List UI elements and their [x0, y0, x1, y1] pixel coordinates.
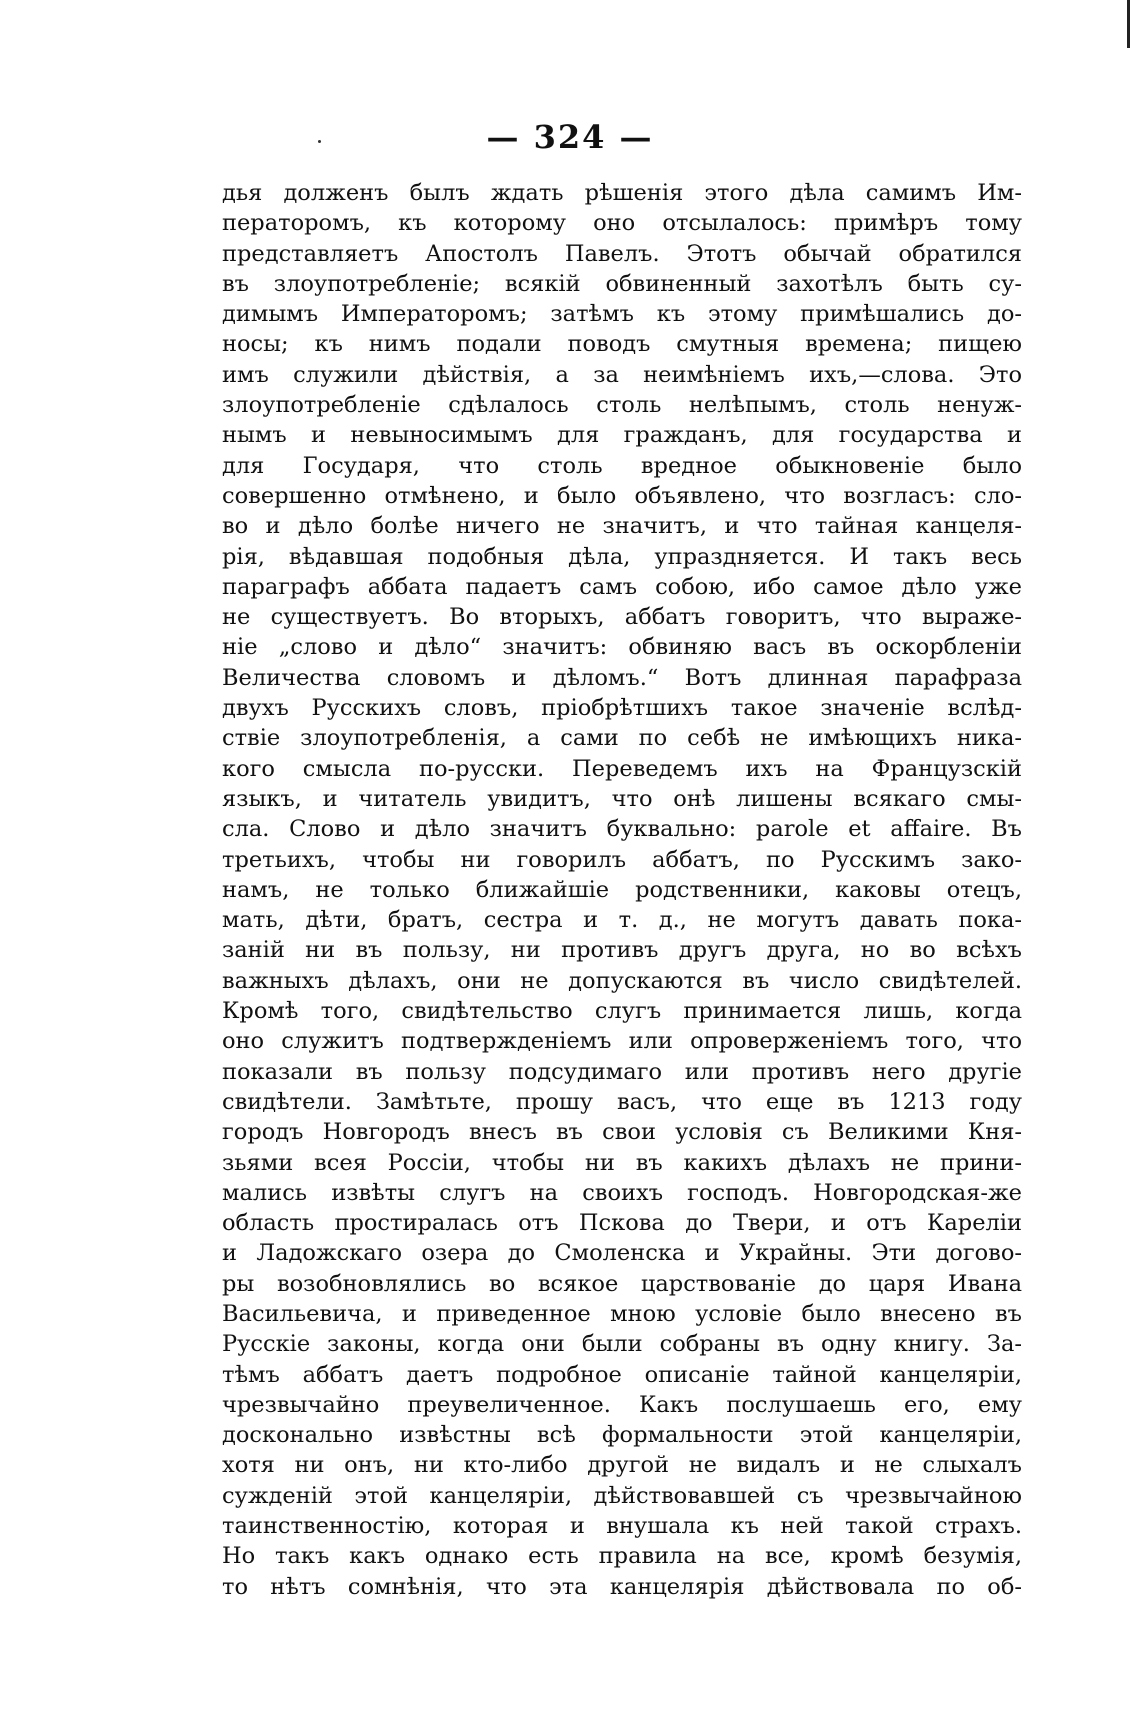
- page-number: — 324 —: [486, 118, 654, 156]
- text-line: таинственностію, которая и внушала къ ней такой страхъ.: [222, 1513, 1022, 1540]
- text-line: рія, вѣдавшая подобныя дѣла, упраздняется. И такъ весь: [222, 543, 1022, 570]
- text-line: ры возобновлялись во всякое царствованіе до царя Ивана: [222, 1270, 1022, 1297]
- text-line: димымъ Императоромъ; затѣмъ къ этому примѣшались до-: [222, 301, 1022, 328]
- text-line: заній ни въ пользу, ни противъ другъ друга, но во всѣхъ: [222, 937, 1022, 964]
- text-line: городъ Новгородъ внесъ въ свои условія съ Великими Кня-: [222, 1119, 1022, 1146]
- text-line: показали въ пользу подсудимаго или противъ него другіе: [222, 1058, 1022, 1085]
- text-line: то нѣтъ сомнѣнія, что эта канцелярія дѣйствовала по об-: [222, 1573, 1022, 1600]
- text-line: сужденій этой канцеляріи, дѣйствовавшей съ чрезвычайною: [222, 1482, 1022, 1509]
- text-line: чрезвычайно преувеличенное. Какъ послушаешь его, ему: [222, 1391, 1022, 1418]
- text-line: мались извѣты слугъ на своихъ господъ. Новгородская-же: [222, 1179, 1022, 1206]
- text-line: представляетъ Апостолъ Павелъ. Этотъ обычай обратился: [222, 240, 1022, 267]
- text-line: злоупотребленіе сдѣлалось столь нелѣпымъ, столь ненуж-: [222, 392, 1022, 419]
- text-line: кого смысла по-русски. Переведемъ ихъ на Французскій: [222, 755, 1022, 782]
- text-line: параграфъ аббата падаетъ самъ собою, ибо самое дѣло уже: [222, 573, 1022, 600]
- text-line: языкъ, и читатель увидитъ, что онѣ лишены всякаго смы-: [222, 785, 1022, 812]
- text-line: важныхъ дѣлахъ, они не допускаются въ число свидѣтелей.: [222, 967, 1022, 994]
- text-line: область простиралась отъ Пскова до Твери, и отъ Кареліи: [222, 1210, 1022, 1237]
- text-line: Величества словомъ и дѣломъ.“ Вотъ длинная парафраза: [222, 664, 1022, 691]
- text-line: въ злоупотребленіе; всякій обвиненный захотѣлъ быть су-: [222, 270, 1022, 297]
- text-line: зьями всея Россіи, чтобы ни въ какихъ дѣлахъ не прини-: [222, 1149, 1022, 1176]
- text-line: оно служитъ подтвержденіемъ или опроверженіемъ того, что: [222, 1028, 1022, 1055]
- text-line: ніе „слово и дѣло“ значитъ: обвиняю васъ въ оскорбленіи: [222, 634, 1022, 661]
- text-line: совершенно отмѣнено, и было объявлено, что возгласъ: сло-: [222, 482, 1022, 509]
- text-line: не существуетъ. Во вторыхъ, аббатъ говоритъ, что выраже-: [222, 604, 1022, 631]
- text-line: носы; къ нимъ подали поводъ смутныя времена; пищею: [222, 331, 1022, 358]
- text-line: свидѣтели. Замѣтьте, прошу васъ, что еще въ 1213 году: [222, 1088, 1022, 1115]
- text-line: досконально извѣстны всѣ формальности этой канцеляріи,: [222, 1422, 1022, 1449]
- text-line: имъ служили дѣйствія, а за неимѣніемъ ихъ,—слова. Это: [222, 361, 1022, 388]
- text-line: нымъ и невыносимымъ для гражданъ, для государства и: [222, 422, 1022, 449]
- text-line: и Ладожскаго озера до Смоленска и Украйны. Эти догово-: [222, 1240, 1022, 1267]
- text-line: Русскіе законы, когда они были собраны въ одну книгу. За-: [222, 1331, 1022, 1358]
- text-line: тѣмъ аббатъ даетъ подробное описаніе тайной канцеляріи,: [222, 1361, 1022, 1388]
- body-text: [222, 178, 1022, 1602]
- text-line: Но такъ какъ однако есть правила на все, кромѣ безумія,: [222, 1543, 1022, 1570]
- text-line: ператоромъ, къ которому оно отсылалось: примѣръ тому: [222, 210, 1022, 237]
- text-line: дья долженъ былъ ждать рѣшенія этого дѣла самимъ Им-: [222, 180, 1022, 206]
- text-line: сла. Слово и дѣло значитъ буквально: parole et affaire. Въ: [222, 816, 1022, 843]
- text-line: ствіе злоупотребленія, а сами по себѣ не имѣющихъ ника-: [222, 725, 1022, 752]
- text-line: во и дѣло болѣе ничего не значитъ, и что тайная канцеля-: [222, 513, 1022, 540]
- text-line: хотя ни онъ, ни кто-либо другой не видалъ и не слыхалъ: [222, 1452, 1022, 1479]
- text-line: мать, дѣти, братъ, сестра и т. д., не могутъ давать пока-: [222, 907, 1022, 934]
- text-line: намъ, не только ближайшіе родственники, каковы отецъ,: [222, 876, 1022, 903]
- text-line: Кромѣ того, свидѣтельство слугъ принимается лишь, когда: [222, 998, 1022, 1025]
- text-line: для Государя, что столь вредное обыкновеніе было: [222, 452, 1022, 479]
- text-line: третьихъ, чтобы ни говорилъ аббатъ, по Русскимъ зако-: [222, 846, 1022, 873]
- scan-edge-mark: [1127, 0, 1130, 48]
- text-line: Васильевича, и приведенное мною условіе было внесено въ: [222, 1300, 1022, 1327]
- text-line: двухъ Русскихъ словъ, пріобрѣтшихъ такое значеніе вслѣд-: [222, 695, 1022, 722]
